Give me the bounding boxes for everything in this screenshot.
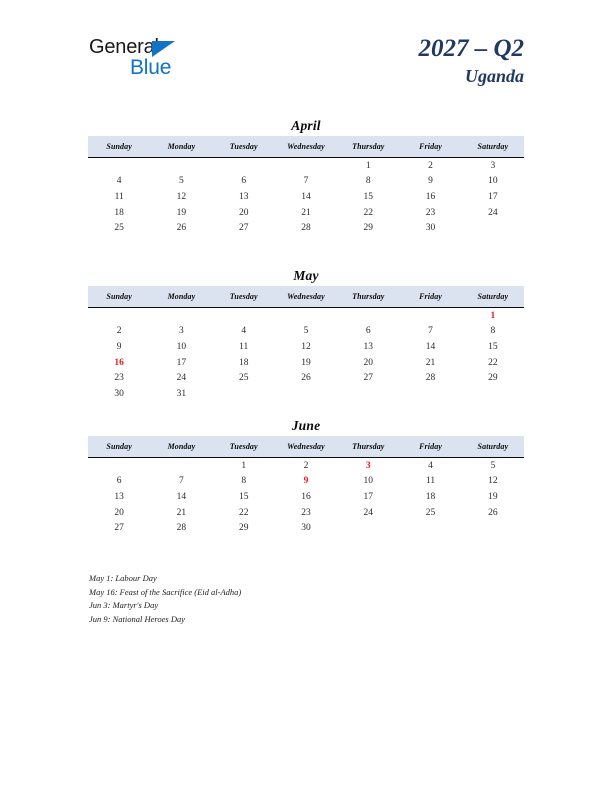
month-block-april — [88, 116, 524, 237]
weekday-header-thursday: Thursday — [337, 136, 399, 158]
calendar-cell-empty — [275, 158, 337, 174]
weekday-header-tuesday: Tuesday — [213, 136, 275, 158]
calendar-cell-day[interactable]: 7 — [303, 176, 309, 187]
calendar-cell-day[interactable]: 12 — [301, 341, 311, 352]
weekday-header-sunday: Sunday — [88, 436, 150, 458]
month-block-june — [88, 416, 524, 537]
calendar-cell-day[interactable]: 24 — [488, 207, 498, 218]
calendar-cell-day[interactable]: 6 — [241, 176, 247, 187]
page-header — [0, 0, 612, 105]
calendar-cell-day[interactable]: 27 — [363, 373, 374, 384]
calendar-cell-day[interactable]: 26 — [488, 507, 498, 518]
weekday-header-row — [88, 286, 524, 308]
calendar-cell-day[interactable]: 27 — [238, 223, 249, 234]
calendar-week-row — [88, 520, 524, 537]
calendar-week-row — [88, 458, 524, 474]
calendar-cell-empty — [399, 308, 461, 324]
calendar-week-row — [88, 339, 524, 355]
calendar-cell-empty — [150, 458, 212, 474]
weekday-header-friday: Friday — [399, 286, 461, 308]
calendar-cell-day[interactable]: 22 — [363, 207, 374, 218]
calendar-cell-day[interactable]: 25 — [114, 223, 124, 234]
calendar-cell-day[interactable]: 25 — [425, 507, 436, 518]
calendar-cell-empty — [150, 308, 212, 324]
calendar-cell-day[interactable]: 14 — [301, 191, 311, 202]
calendar-cell-empty — [88, 308, 150, 324]
calendar-week-row — [88, 505, 524, 521]
weekday-header-saturday: Saturday — [462, 286, 524, 308]
calendar-cell-day[interactable]: 24 — [363, 507, 374, 518]
calendar-cell-day[interactable]: 16 — [301, 491, 311, 502]
calendar-cell-day[interactable]: 15 — [238, 491, 249, 502]
calendar-cell-empty — [399, 386, 461, 403]
calendar-cell-day[interactable]: 18 — [114, 207, 124, 218]
calendar-week-row — [88, 220, 524, 237]
weekday-header-saturday: Saturday — [462, 136, 524, 158]
calendar-week-row — [88, 474, 524, 490]
calendar-cell-empty — [213, 386, 275, 403]
calendar-cell-day[interactable]: 17 — [363, 491, 374, 502]
calendar-cell-day[interactable]: 7 — [428, 326, 433, 337]
calendar-cell-day[interactable]: 1 — [365, 160, 371, 171]
calendar-cell-empty — [337, 520, 399, 537]
calendar-body — [88, 308, 524, 403]
weekday-header-sunday: Sunday — [88, 136, 150, 158]
calendar-cell-day[interactable]: 5 — [490, 460, 496, 471]
logo-text-blue: Blue — [130, 56, 172, 79]
weekday-header-tuesday: Tuesday — [213, 436, 275, 458]
calendar-cell-day[interactable]: 18 — [425, 491, 436, 502]
calendar-cell-empty — [337, 308, 399, 324]
calendar-cell-holiday[interactable]: 3 — [365, 460, 371, 471]
calendar-cell-day[interactable]: 2 — [303, 460, 309, 471]
calendar-cell-day[interactable]: 19 — [301, 357, 311, 368]
weekday-header-wednesday: Wednesday — [275, 286, 337, 308]
title-year-quarter: 2027 – Q2 — [418, 35, 524, 62]
calendar-cell-day[interactable]: 6 — [365, 326, 371, 337]
weekday-header-monday: Monday — [150, 286, 212, 308]
calendar-cell-day[interactable]: 9 — [116, 341, 122, 352]
calendar-cell-empty — [213, 158, 275, 174]
calendar-cell-day[interactable]: 2 — [428, 160, 433, 171]
calendar-cell-day[interactable]: 27 — [114, 523, 124, 534]
title-country: Uganda — [464, 66, 524, 86]
weekday-header-sunday: Sunday — [88, 286, 150, 308]
calendar-cell-day[interactable]: 11 — [425, 476, 436, 487]
calendar-cell-day[interactable]: 21 — [425, 357, 436, 368]
calendar-cell-day[interactable]: 5 — [179, 176, 184, 187]
legend-item: May 16: Feast of the Sacrifice (Eid al-Adha) — [89, 586, 242, 597]
calendar-cell-day[interactable]: 29 — [363, 223, 374, 234]
calendar-cell-day[interactable]: 8 — [490, 326, 496, 337]
calendar-cell-empty — [88, 158, 150, 174]
legend-item: May 1: Labour Day — [89, 573, 157, 583]
calendar-cell-empty — [88, 458, 150, 474]
calendar-cell-day[interactable]: 19 — [488, 491, 498, 502]
calendar-table — [88, 436, 524, 537]
calendar-cell-day[interactable]: 17 — [176, 357, 187, 368]
weekday-header-thursday: Thursday — [337, 436, 399, 458]
calendar-cell-holiday[interactable]: 1 — [490, 310, 496, 321]
month-block-may — [88, 266, 524, 403]
calendar-week-row — [88, 174, 524, 190]
calendar-cell-day[interactable]: 28 — [301, 223, 311, 234]
calendar-cell-day[interactable]: 29 — [238, 523, 249, 534]
calendar-cell-day[interactable]: 25 — [238, 373, 249, 384]
calendar-cell-day[interactable]: 20 — [363, 357, 374, 368]
calendar-body — [88, 458, 524, 537]
calendar-cell-day[interactable]: 20 — [114, 507, 124, 518]
weekday-header-row — [88, 436, 524, 458]
calendar-cell-day[interactable]: 3 — [179, 326, 184, 337]
calendar-cell-day[interactable]: 9 — [428, 176, 433, 187]
calendar-cell-empty — [150, 158, 212, 174]
calendar-cell-day[interactable]: 28 — [425, 373, 436, 384]
calendar-table — [88, 286, 524, 403]
calendar-week-row — [88, 158, 524, 174]
calendar-week-row — [88, 189, 524, 205]
calendar-cell-day[interactable]: 7 — [179, 476, 184, 487]
calendar-cell-day[interactable]: 11 — [239, 341, 249, 352]
calendar-table — [88, 136, 524, 237]
calendar-cell-day[interactable]: 23 — [114, 373, 124, 384]
calendar-cell-day[interactable]: 8 — [365, 176, 371, 187]
weekday-header-monday: Monday — [150, 436, 212, 458]
calendar-cell-day[interactable]: 8 — [241, 476, 247, 487]
calendar-week-row — [88, 489, 524, 505]
calendar-cell-day[interactable]: 13 — [114, 491, 124, 502]
month-title: April — [291, 118, 321, 133]
calendar-cell-day[interactable]: 5 — [303, 326, 309, 337]
calendar-cell-empty — [275, 386, 337, 403]
calendar-cell-day[interactable]: 19 — [176, 207, 187, 218]
calendar-cell-day[interactable]: 3 — [490, 160, 496, 171]
calendar-cell-day[interactable]: 22 — [238, 507, 249, 518]
calendar-cell-day[interactable]: 14 — [425, 341, 436, 352]
calendar-week-row — [88, 386, 524, 403]
calendar-cell-day[interactable]: 13 — [238, 191, 249, 202]
calendar-cell-day[interactable]: 28 — [176, 523, 187, 534]
calendar-week-row — [88, 324, 524, 340]
calendar-cell-day[interactable]: 30 — [301, 523, 311, 534]
calendar-cell-day[interactable]: 15 — [363, 191, 374, 202]
calendar-cell-empty — [213, 308, 275, 324]
calendar-cell-day[interactable]: 2 — [116, 326, 122, 337]
legend-item: Jun 3: Martyr's Day — [89, 600, 159, 611]
page-title — [418, 34, 524, 88]
weekday-header-monday: Monday — [150, 136, 212, 158]
calendar-cell-day[interactable]: 20 — [238, 207, 249, 218]
calendar-week-row — [88, 370, 524, 386]
calendar-cell-holiday[interactable]: 9 — [303, 476, 309, 487]
weekday-header-saturday: Saturday — [462, 436, 524, 458]
calendar-cell-day[interactable]: 10 — [363, 476, 374, 487]
weekday-header-friday: Friday — [399, 136, 461, 158]
calendar-cell-day[interactable]: 12 — [176, 191, 187, 202]
calendar-cell-day[interactable]: 26 — [301, 373, 311, 384]
calendar-cell-holiday[interactable]: 16 — [114, 357, 124, 368]
calendar-cell-day[interactable]: 14 — [176, 491, 187, 502]
weekday-header-wednesday: Wednesday — [275, 436, 337, 458]
legend-item: Jun 9: National Heroes Day — [89, 613, 186, 624]
calendar-cell-day[interactable]: 12 — [488, 476, 498, 487]
calendar-cell-day[interactable]: 26 — [176, 223, 187, 234]
calendar-cell-day[interactable]: 21 — [176, 507, 187, 518]
weekday-header-tuesday: Tuesday — [213, 286, 275, 308]
calendar-cell-empty — [462, 520, 524, 537]
logo-text-general: General — [89, 36, 159, 58]
calendar-week-row — [88, 355, 524, 371]
calendar-cell-day[interactable]: 4 — [116, 176, 122, 187]
calendar-cell-empty — [399, 520, 461, 537]
calendar-cell-day[interactable]: 18 — [238, 357, 249, 368]
calendar-cell-day[interactable]: 22 — [488, 357, 498, 368]
calendar-cell-day[interactable]: 30 — [114, 388, 124, 399]
calendar-week-row — [88, 308, 524, 324]
month-title: June — [291, 418, 321, 433]
calendar-week-row — [88, 205, 524, 221]
general-blue-logo — [89, 36, 209, 80]
calendar-cell-empty — [462, 220, 524, 237]
calendar-body — [88, 158, 524, 237]
month-title: May — [293, 268, 319, 283]
calendar-cell-day[interactable]: 13 — [363, 341, 374, 352]
calendar-cell-day[interactable]: 31 — [176, 388, 187, 399]
calendar-cell-day[interactable]: 6 — [116, 476, 122, 487]
calendar-cell-day[interactable]: 23 — [301, 507, 311, 518]
holiday-legend — [89, 572, 519, 626]
calendar-cell-day[interactable]: 4 — [428, 460, 433, 471]
calendar-cell-day[interactable]: 1 — [241, 460, 247, 471]
calendar-cell-empty — [462, 386, 524, 403]
calendar-cell-day[interactable]: 29 — [488, 373, 498, 384]
weekday-header-wednesday: Wednesday — [275, 136, 337, 158]
calendar-cell-day[interactable]: 24 — [176, 373, 187, 384]
calendar-cell-day[interactable]: 4 — [241, 326, 247, 337]
calendar-cell-day[interactable]: 10 — [488, 176, 498, 187]
calendar-cell-day[interactable]: 15 — [488, 341, 498, 352]
calendar-cell-day[interactable]: 21 — [301, 207, 311, 218]
calendar-cell-day[interactable]: 16 — [425, 191, 436, 202]
weekday-header-thursday: Thursday — [337, 286, 399, 308]
weekday-header-row — [88, 136, 524, 158]
calendar-cell-day[interactable]: 17 — [488, 191, 498, 202]
calendar-cell-day[interactable]: 30 — [425, 223, 436, 234]
calendar-cell-day[interactable]: 11 — [114, 191, 124, 202]
calendar-cell-empty — [337, 386, 399, 403]
weekday-header-friday: Friday — [399, 436, 461, 458]
logo-triangle-icon — [152, 41, 175, 57]
calendar-cell-day[interactable]: 10 — [176, 341, 187, 352]
calendar-cell-empty — [275, 308, 337, 324]
calendar-cell-day[interactable]: 23 — [425, 207, 436, 218]
